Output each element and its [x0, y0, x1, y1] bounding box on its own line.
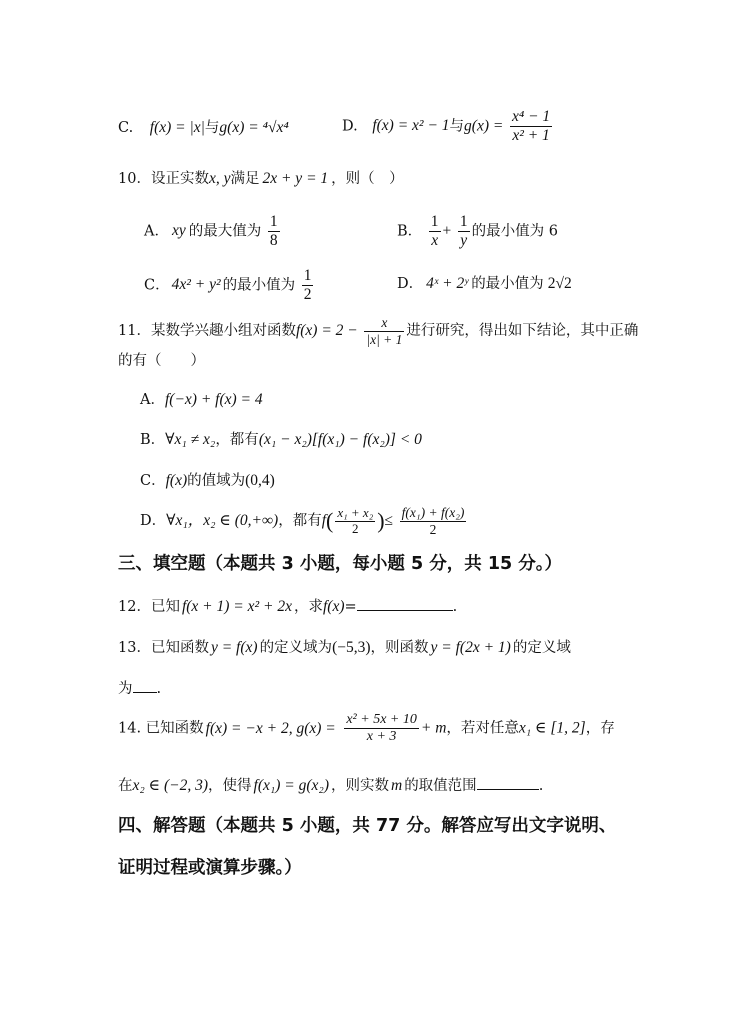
option-label: C. — [118, 120, 134, 136]
text: ，存 — [585, 720, 615, 737]
text: 为 — [118, 681, 133, 697]
q12 — [118, 598, 457, 615]
math-expr: 2√2 — [547, 275, 572, 292]
text: 的最小值为 — [471, 276, 544, 292]
text: . — [452, 599, 458, 615]
q11-option-b — [140, 432, 422, 448]
numerator: 1 — [459, 213, 468, 230]
denominator: x² + 1 — [512, 126, 550, 144]
text: ，则函数 — [370, 640, 429, 656]
q13-line1 — [118, 640, 571, 656]
fraction — [510, 108, 552, 145]
math-expr: (−5,3) — [332, 639, 371, 656]
q14-line1 — [118, 712, 615, 745]
math-expr: (x₁ − x₂)[f(x₁) − f(x₂)] < 0 — [258, 431, 422, 448]
math-expr: x₁ ∈ [1, 2] — [518, 719, 586, 737]
fraction — [335, 506, 375, 537]
section-heading-3: 三、填空题（本题共 3 小题，每小题 5 分，共 15 分。） — [118, 554, 563, 574]
option-label: A． — [144, 223, 169, 240]
section-heading-4: 四、解答题（本题共 5 小题，共 77 分。解答应写出文字说明、 — [118, 816, 617, 836]
q10-option-b — [397, 213, 558, 250]
text: 的值域为 — [187, 473, 246, 489]
numerator: f(x₁) + f(x₂) — [401, 505, 465, 520]
option-label: C． — [140, 473, 166, 489]
math-expr: f(x) — [323, 598, 345, 615]
q11-stem-line2 — [118, 354, 205, 369]
math-expr: f — [321, 512, 327, 530]
text: 的有（ ） — [118, 353, 205, 369]
q10-option-a — [144, 213, 282, 250]
fraction — [268, 213, 280, 250]
math-expr: m — [390, 777, 403, 794]
math-expr: f(x) — [165, 472, 188, 489]
text: 与 — [449, 118, 465, 135]
q10-option-d — [397, 276, 572, 292]
text: 11．某数学兴趣小组对函数 — [118, 323, 296, 340]
text: 的最小值为 — [222, 277, 296, 294]
math-expr: f(x) = −x + 2, g(x) = — [205, 719, 336, 737]
math-expr: + m — [420, 719, 447, 737]
numerator: 1 — [430, 213, 439, 230]
math-expr: x₂ ∈ (−2, 3) — [132, 777, 209, 794]
text: ，若对任意 — [446, 720, 519, 737]
math-expr: x, y — [208, 170, 231, 187]
denominator: y — [460, 231, 468, 249]
text: ，都有 — [278, 513, 322, 530]
text: ，则（ ） — [331, 171, 404, 187]
text: 13．已知函数 — [118, 640, 209, 656]
numerator: 1 — [303, 267, 312, 284]
text: ，都有 — [215, 432, 259, 448]
q9-option-d — [342, 108, 554, 145]
option-label: B． — [140, 432, 166, 448]
math-expr: xy — [171, 222, 186, 240]
math-expr: f(−x) + f(x) = 4 — [164, 391, 263, 408]
math-expr: f(x) = 2 − — [295, 322, 358, 340]
answer-blank[interactable] — [477, 777, 539, 790]
text: = — [344, 599, 357, 615]
q11-option-d: D．∀x₁，x₂ ∈ (0,+∞)，都有f( $\frac{\text{x₁ + x₂}}{2}$ )≤ $\frac{\text{f(x₁) + f(x₂)}}{2}$ — [140, 504, 465, 537]
denominator: 2 — [429, 521, 437, 537]
text: 14. 已知函数 — [118, 720, 204, 737]
q13-line2 — [118, 680, 161, 697]
fraction — [302, 267, 314, 304]
numerator: 1 — [269, 213, 278, 230]
fraction — [458, 213, 470, 250]
fraction — [344, 712, 419, 745]
text: 的定义域为 — [259, 640, 333, 656]
text: 的取值范围 — [404, 778, 477, 794]
text: . — [538, 778, 544, 794]
text: 的定义域 — [512, 640, 571, 656]
math-expr: f(x) = x² − 1 — [372, 117, 450, 135]
text: 在 — [118, 778, 133, 794]
denominator: 2 — [303, 285, 312, 303]
math-expr: f(x) = |x| — [149, 119, 205, 136]
math-expr: g(x) = — [464, 117, 504, 135]
denominator: x + 3 — [366, 729, 397, 745]
option-label: D. — [342, 118, 358, 135]
denominator: 2 — [352, 520, 359, 536]
math-expr: 4x² + y² — [171, 276, 221, 294]
math-expr: f(x + 1) = x² + 2x — [181, 598, 292, 615]
option-label: D． — [140, 513, 167, 530]
text: 12．已知 — [118, 599, 180, 615]
q10-stem — [118, 171, 404, 187]
math-expr: (0,4) — [245, 472, 275, 489]
math-expr: 2x + y = 1 — [262, 170, 329, 187]
text: ，则实数 — [330, 778, 389, 794]
denominator: 8 — [269, 231, 278, 249]
numerator: x — [364, 315, 404, 332]
option-label: D． — [397, 276, 424, 292]
fraction — [400, 505, 467, 537]
text: 进行研究，得出如下结论，其中正确 — [406, 323, 639, 340]
option-label: B． — [397, 223, 423, 240]
denominator: |x| + 1 — [366, 331, 403, 347]
denominator: x — [431, 231, 439, 249]
q9-option-c — [118, 120, 289, 136]
math-expr: y = f(x) — [210, 639, 258, 656]
q11-stem-line1 — [118, 315, 638, 347]
q11-option-a — [140, 392, 263, 408]
math-expr: ∀x₁，x₂ ∈ (0,+∞) — [166, 512, 279, 530]
numerator: x₁ + x₂ — [337, 504, 374, 520]
text: 满足 — [230, 171, 260, 187]
numerator: x⁴ − 1 — [511, 108, 551, 125]
math-expr: g(x) = ⁴√x⁴ — [219, 119, 289, 136]
math-expr: y = f(2x + 1) — [430, 639, 511, 656]
fraction — [364, 315, 404, 347]
answer-blank[interactable] — [133, 680, 157, 693]
option-label: C． — [144, 277, 170, 294]
text: ，使得 — [208, 778, 252, 794]
le-sign: ≤ — [384, 512, 394, 530]
answer-blank[interactable] — [357, 598, 453, 611]
math-expr: f(x₁) = g(x₂) — [253, 777, 329, 794]
text: ，求 — [294, 599, 323, 615]
text: 的最大值为 — [188, 223, 262, 240]
section-heading-4-cont: 证明过程或演算步骤。） — [118, 858, 302, 878]
q10-option-c — [144, 267, 315, 304]
plus-sign: + — [442, 222, 452, 240]
math-expr: ∀x₁ ≠ x₂ — [165, 431, 216, 448]
text: 10．设正实数 — [118, 171, 209, 187]
text: . — [156, 681, 162, 697]
fraction — [429, 213, 441, 250]
q11-option-c — [140, 473, 275, 489]
option-label: A． — [140, 392, 165, 408]
text: 的最小值为 6 — [471, 223, 558, 240]
text: 与 — [204, 120, 220, 136]
math-expr: 4ˣ + 2ʸ — [426, 275, 469, 292]
numerator: x² + 5x + 10 — [344, 712, 419, 729]
q14-line2 — [118, 777, 543, 794]
